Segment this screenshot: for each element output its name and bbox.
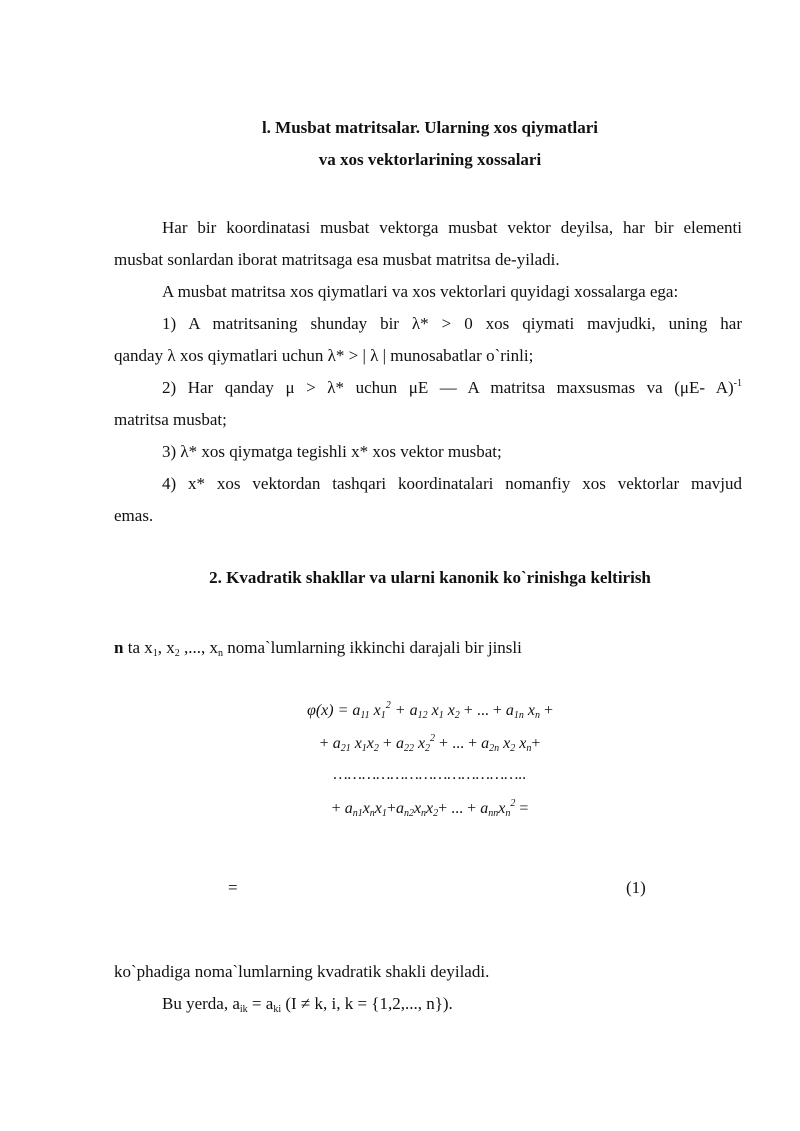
intro-line: n ta x1, x2 ,..., xn noma`lumlarning ikkinchi darajali bir jinsli (114, 638, 522, 659)
formula-line2: + a21 x1x2 + a22 $x2^2$ + ... + a2n x2 xn+ (319, 733, 541, 754)
item1-line2: qanday λ xos qiymatlari uchun λ* > | λ | munosabatlar o`rinli; (114, 346, 534, 365)
note-line: Bu yerda, aik = aki (I ≠ k, i, k = {1,2,..., n}). (162, 994, 453, 1015)
para1-line1: Har bir koordinatasi musbat vektorga musbat vektor deyilsa, har bir elementi (162, 218, 742, 237)
intro-bold-n: n (114, 638, 124, 657)
item2-line2: matritsa musbat; (114, 410, 227, 429)
para2: A musbat matritsa xos qiymatlari va xos vektorlari quyidagi xossalarga ega: (162, 282, 679, 301)
para-after-formula: ko`phadiga noma`lumlarning kvadratik shakli deyiladi. (114, 962, 490, 981)
item2-line1 (162, 372, 742, 407)
item4-line2: emas. (114, 506, 154, 525)
intro-ta: ta x (123, 638, 153, 657)
section2-title: 2. Kvadratik shakllar va ularni kanonik ko`rinishga keltirish (209, 568, 651, 587)
para1-line2: musbat sonlardan iborat matritsaga esa musbat matritsa de-yiladi. (114, 250, 560, 269)
item3: 3) λ* xos qiymatga tegishli x* xos vektor musbat; (162, 442, 502, 461)
equation-number: (1) (626, 878, 646, 897)
item2-superscript: -1 (733, 378, 742, 389)
item2-line1-text: 2) Har qanday μ > λ* uchun μE — A matritsa maxsusmas va (μE- A) (162, 378, 734, 397)
formula-line1: φ(x) = a11 $x1^2 + a12$ x1 x2 + ... + a1n xn + (307, 700, 553, 721)
section1-title-line2: va xos vektorlarining xossalari (318, 150, 542, 169)
section1-title-line1: l. Musbat matritsalar. Ularning xos qiymatlari (261, 118, 599, 137)
formula-line3: ………………………………….. (333, 766, 527, 783)
item1-line1: 1) A matritsaning shunday bir λ* > 0 xos qiymati mavjudki, uning har (162, 314, 742, 333)
intro-rest: noma`lumlarning ikkinchi darajali bir jinsli (223, 638, 522, 657)
item4-line1: 4) x* xos vektordan tashqari koordinatalari nomanfiy xos vektorlar mavjud (162, 474, 742, 493)
formula-line4: + an1xnx1+an2xnx2+ ... + annxn$^2$ = (331, 798, 529, 819)
equals-sign: = (228, 878, 238, 897)
